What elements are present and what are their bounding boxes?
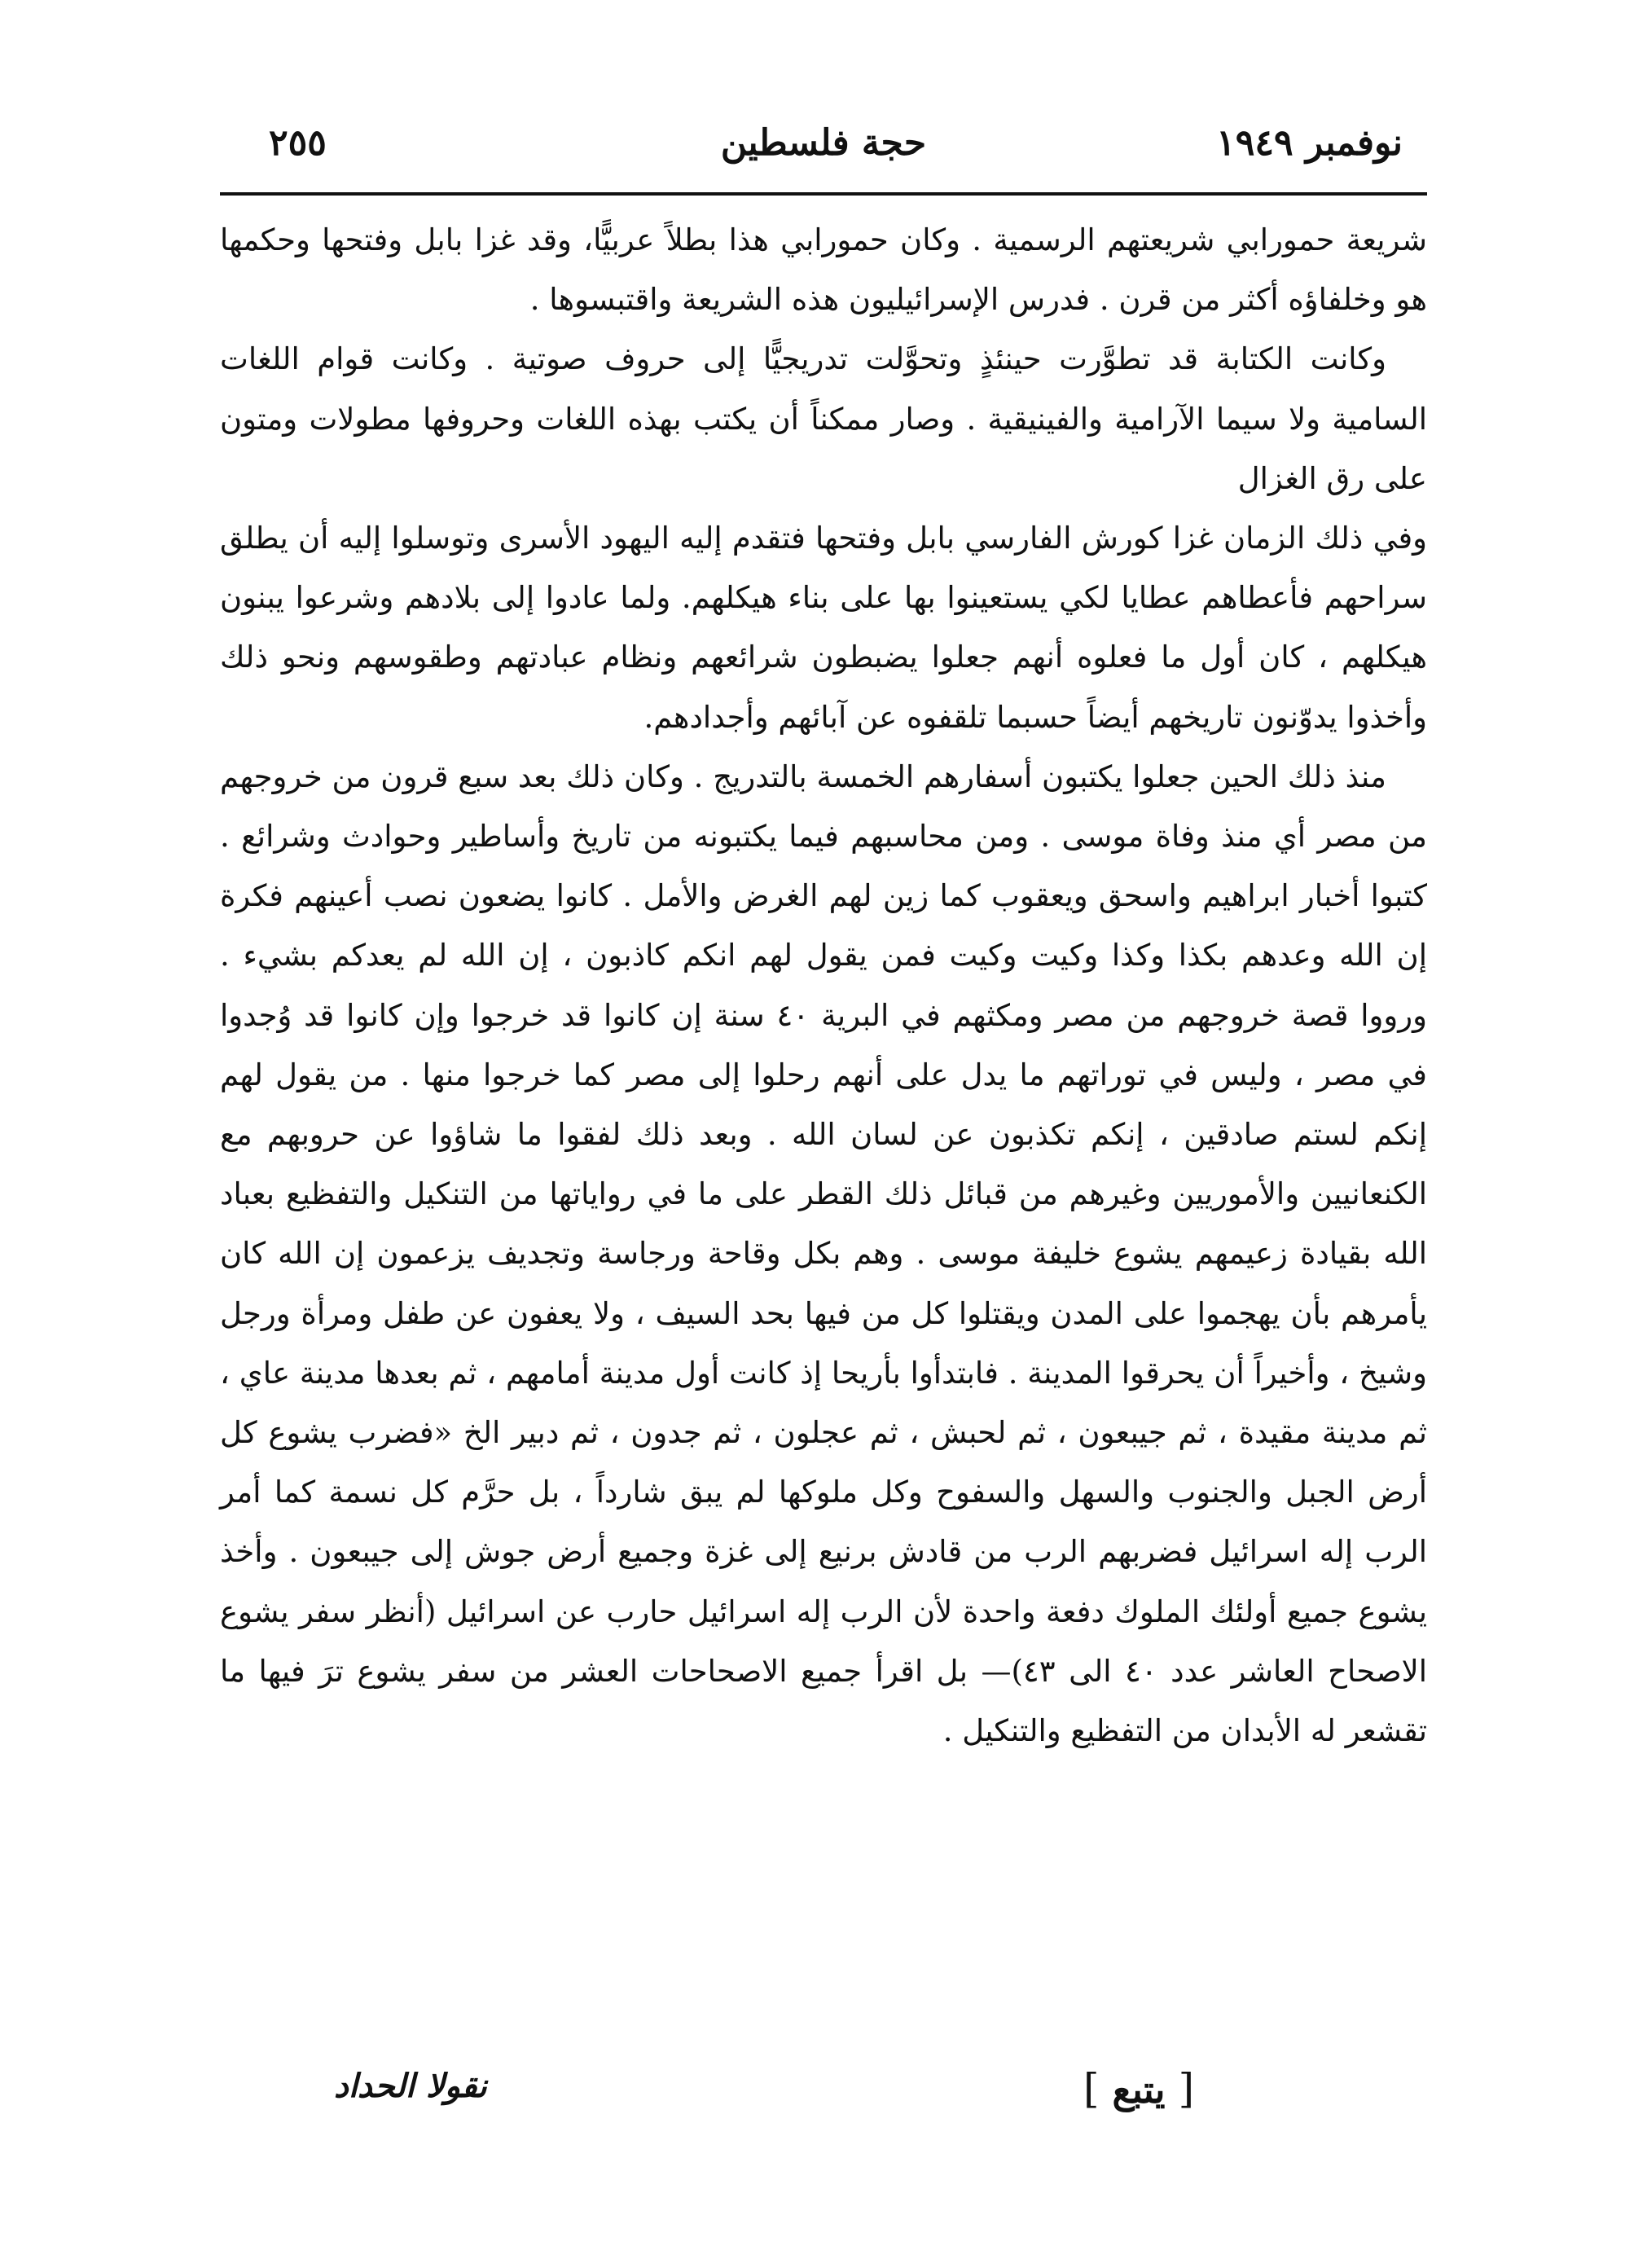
paragraph-3: وفي ذلك الزمان غزا كورش الفارسي بابل وفتحها فتقدم إليه اليهود الأسرى وتوسلوا إليه أن يطلق سراحهم فأعطاهم عطايا لكي يستعينوا بها على بناء هيكلهم. ولما عادوا إلى بلادهم وشرعوا يبنون هيكلهم ، كان أول ما فعلوه أنهم جعلوا يضبطون شرائعهم ونظام عبادتهم وطقوسهم ونحو ذلك وأخذوا يدوّنون تاريخهم أيضاً حسبما تلقفوه عن آبائهم وأجدادهم. [220,521,1427,735]
header-divider [220,192,1427,196]
page-number: ٢٥٥ [269,122,327,164]
paragraph-1: شريعة حمورابي شريعتهم الرسمية . وكان حمورابي هذا بطلاً عربيًّا، وقد غزا بابل وفتحها وحكمها هو وخلفاؤه أكثر من قرن . فدرس الإسرائيليون هذه الشريعة واقتبسوها . [220,222,1427,318]
paragraph-4: منذ ذلك الحين جعلوا يكتبون أسفارهم الخمسة بالتدريج . وكان ذلك بعد سبع قرون من خروجهم من مصر أي منذ وفاة موسى . ومن محاسبهم فيما يكتبونه من تاريخ وأساطير وحوادث وشرائع . كتبوا أخبار ابراهيم واسحق ويعقوب كما زين لهم الغرض والأمل . كانوا يضعون نصب أعينهم فكرة إن الله وعدهم بكذا وكذا وكيت وكيت فمن يقول لهم انكم كاذبون ، إن الله لم يعدكم بشيء . ورووا قصة خروجهم من مصر ومكثهم في البرية ٤٠ سنة إن كانوا قد خرجوا وإن كانوا قد وُجدوا في مصر ، وليس في توراتهم ما يدل على أنهم رحلوا إلى مصر كما خرجوا منها . من يقول لهم إنكم لستم صادقين ، إنكم تكذبون عن لسان الله . وبعد ذلك لفقوا ما شاؤوا عن حروبهم مع الكنعانيين والأموريين وغيرهم من قبائل ذلك القطر على ما في رواياتها من التنكيل والتفظيع بعباد الله بقيادة زعيمهم يشوع خليفة موسى . وهم بكل وقاحة ورجاسة وتجديف يزعمون إن الله كان يأمرهم بأن يهجموا على المدن ويقتلوا كل من فيها بحد السيف ، ولا يعفون عن طفل ومرأة ورجل وشيخ ، وأخيراً أن يحرقوا المدينة . فابتدأوا بأريحا إذ كانت أول مدينة أمامهم ، ثم بعدها مدينة عاي ، ثم مدينة مقيدة ، ثم جيبعون ، ثم لحبش ، ثم عجلون ، ثم جدون ، ثم دبير الخ «فضرب يشوع كل أرض الجبل والجنوب والسهل والسفوح وكل ملوكها لم يبق شارداً ، بل حرَّم كل نسمة كما أمر الرب إله اسرائيل فضربهم الرب من قادش برنيع إلى غزة وجميع أرض جوش إلى جيبعون . وأخذ يشوع جميع أولئك الملوك دفعة واحدة لأن الرب إله اسرائيل حارب عن اسرائيل (أنظر سفر يشوع الاصحاح العاشر عدد ٤٠ الى ٤٣)— بل اقرأ جميع الاصحاحات العشر من سفر يشوع ترَ فيها ما تقشعر له الأبدان من التفظيع والتنكيل . [220,758,1427,1749]
page-footer [220,2065,1427,2130]
bracket-close: ] [1083,2065,1100,2112]
continued-label: يتبع [1112,2068,1166,2112]
author-signature: نقولا الحداد [334,2067,487,2105]
journal-title: حجة فلسطين [720,122,927,164]
to-be-continued [1083,2065,1194,2112]
page-header [220,122,1427,179]
bracket-open: [ [1178,2065,1195,2112]
issue-date: نوفمبر ١٩٤٩ [1216,122,1403,164]
paragraph-2: وكانت الكتابة قد تطوَّرت حينئذٍ وتحوَّلت تدريجيًّا إلى حروف صوتية . وكانت قوام اللغات السامية ولا سيما الآرامية والفينيقية . وصار ممكناً أن يكتب بهذه اللغات وحروفها مطولات ومتون على رق الغزال [220,341,1427,496]
article-body [220,210,1427,1760]
